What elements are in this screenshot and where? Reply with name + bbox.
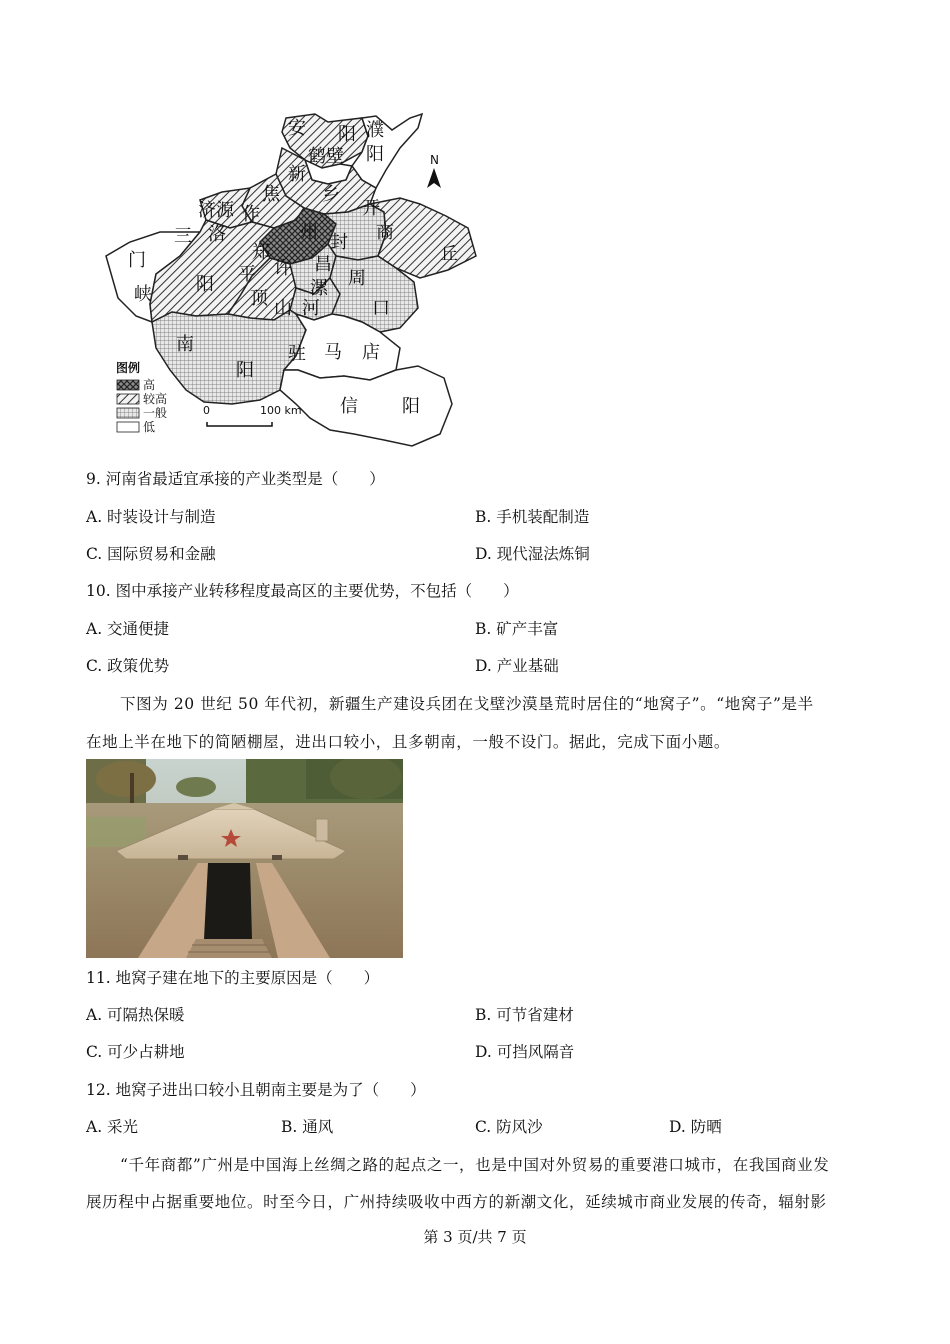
label-pingdingshan-1: 平 [238,264,256,285]
question-11-option-c: C. 可少占耕地 [86,1043,185,1061]
passage-guangzhou-line-1: “千年商都”广州是中国海上丝绸之路的起点之一，也是中国对外贸易的重要港口城市，在我国商业发 [120,1156,830,1174]
label-pingdingshan-2: 顶 [250,288,268,309]
question-12-stem: 12. 地窝子进出口较小且朝南主要是为了（ ） [86,1081,426,1099]
label-shangqiu-1: 商 [376,222,394,243]
north-arrow-icon [427,153,441,188]
legend-title: 图例 [116,361,141,375]
label-puyang-2: 阳 [366,144,384,165]
question-12-option-c: C. 防风沙 [475,1118,543,1136]
label-nanyang-2: 阳 [236,360,254,381]
label-puyang-1: 濮 [366,120,384,141]
label-sanmenxia-1: 三 [174,226,192,247]
label-hebi: 鹤壁 [308,146,344,167]
label-luoyang-2: 阳 [196,274,214,295]
question-9-option-b: B. 手机装配制造 [475,508,590,526]
label-jiaozuo-1: 焦 [262,184,280,205]
legend-item-low: 低 [143,420,156,434]
label-xuchang-1: 许 [274,258,292,279]
passage-guangzhou-line-2: 展历程中占据重要地位。时至今日，广州持续吸收中西方的新潮文化，延续城市商业发展的传奇，辐射影 [86,1193,827,1211]
question-10-option-a: A. 交通便捷 [86,620,170,638]
label-zhumadian-3: 店 [362,342,380,363]
label-luohe-2: 河 [302,298,320,319]
label-zhengzhou-1: 郑 [252,242,270,263]
label-nanyang-1: 南 [176,334,194,355]
question-12-option-d: D. 防晒 [669,1118,722,1136]
label-xinyang-2: 阳 [402,396,420,417]
label-pingdingshan-3: 山 [274,298,292,319]
question-11-option-b: B. 可节省建材 [475,1006,574,1024]
north-label: N [430,153,439,167]
label-jiyuan: 济源 [198,200,234,221]
question-11-option-a: A. 可隔热保暖 [86,1006,185,1024]
scale-start: 0 [203,404,210,417]
legend-item-fairly-high: 较高 [143,392,168,406]
label-kaifeng-2: 封 [330,232,348,253]
passage-diwozi-line-1: 下图为 20 世纪 50 年代初，新疆生产建设兵团在戈壁沙漠垦荒时居住的“地窝子”。“地窝子”是半 [120,695,814,713]
label-anyang-1: 安 [288,118,306,139]
label-kaifeng-1: 开 [362,198,380,219]
page-number: 第 3 页/共 7 页 [423,1228,527,1246]
question-10-option-c: C. 政策优势 [86,657,170,675]
question-10-stem: 10. 图中承接产业转移程度最高区的主要优势，不包括（ ） [86,582,519,600]
label-xinxiang-1: 新 [288,164,306,185]
passage-diwozi-line-2: 在地上半在地下的简陋棚屋，进出口较小，且多朝南，一般不设门。据此，完成下面小题。 [86,733,731,751]
question-12-option-b: B. 通风 [281,1118,334,1136]
label-xinyang-1: 信 [340,396,358,417]
henan-industry-transfer-map [100,108,485,453]
question-9-option-a: A. 时装设计与制造 [86,508,216,526]
question-10-option-d: D. 产业基础 [475,657,559,675]
label-xuchang-2: 昌 [314,254,332,275]
scale-bar [203,404,302,426]
question-11-option-d: D. 可挡风隔音 [475,1043,575,1061]
map-legend [116,360,167,434]
label-zhumadian-1: 驻 [288,344,306,365]
label-sanmenxia-3: 峡 [134,284,152,305]
scale-end: 100 km [260,404,302,417]
label-sanmenxia-2: 门 [128,250,146,271]
question-12-option-a: A. 采光 [86,1118,139,1136]
label-zhengzhou-2: 州 [300,222,318,243]
label-anyang-2: 阳 [338,124,356,145]
legend-item-high: 高 [143,378,156,392]
label-zhoukou-2: 口 [372,298,390,319]
label-luohe-1: 漯 [310,278,328,299]
label-xinxiang-2: 乡 [322,184,340,205]
label-zhumadian-2: 马 [324,342,342,363]
diwozi-photo [86,759,403,958]
question-9-stem: 9. 河南省最适宜承接的产业类型是（ ） [86,470,385,488]
question-11-stem: 11. 地窝子建在地下的主要原因是（ ） [86,969,380,987]
label-zhoukou-1: 周 [348,268,366,289]
legend-item-medium: 一般 [143,406,168,420]
label-shangqiu-2: 丘 [440,244,458,265]
question-10-option-b: B. 矿产丰富 [475,620,559,638]
label-luoyang-1: 洛 [208,224,226,245]
label-jiaozuo-2: 作 [242,204,260,225]
question-9-option-d: D. 现代湿法炼铜 [475,545,590,563]
question-9-option-c: C. 国际贸易和金融 [86,545,216,563]
